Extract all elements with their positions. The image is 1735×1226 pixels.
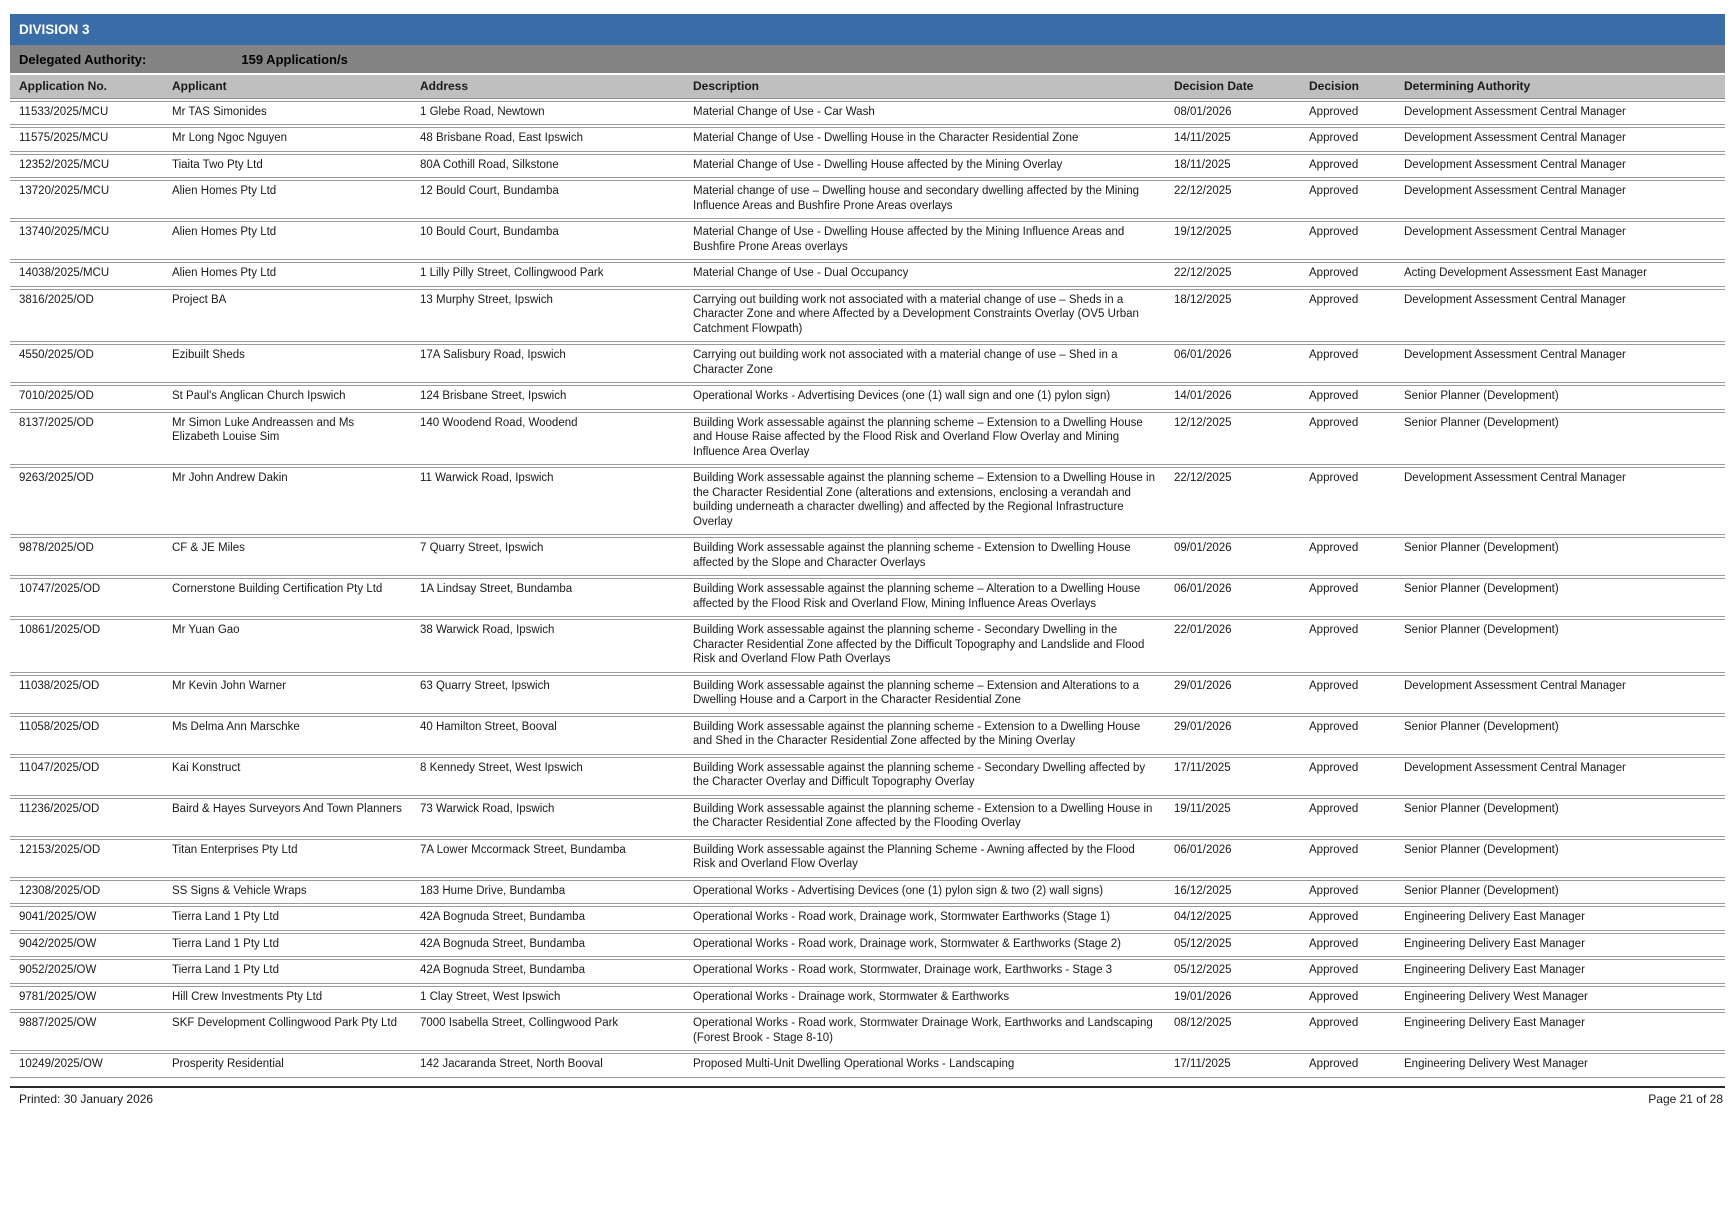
cell-applicant: Mr Simon Luke Andreassen and Ms Elizabeth Louise Sim <box>163 412 411 466</box>
table-row <box>10 839 1725 878</box>
cell-decision-date: 06/01/2026 <box>1165 578 1300 617</box>
cell-decision: Approved <box>1300 412 1395 466</box>
cell-decision-date: 08/12/2025 <box>1165 1012 1300 1051</box>
cell-address: 11 Warwick Road, Ipswich <box>411 467 684 535</box>
cell-decision: Approved <box>1300 578 1395 617</box>
division-header-bar <box>10 14 1725 45</box>
cell-description: Building Work assessable against the planning scheme - Extension to a Dwelling House in the Character Residential Zone affected by the Flooding Overlay <box>684 798 1165 837</box>
cell-decision-date: 22/12/2025 <box>1165 180 1300 219</box>
cell-decision: Approved <box>1300 154 1395 179</box>
table-row <box>10 906 1725 931</box>
table-row <box>10 180 1725 219</box>
cell-decision-date: 04/12/2025 <box>1165 906 1300 931</box>
cell-applicant: Project BA <box>163 289 411 343</box>
cell-address: 48 Brisbane Road, East Ipswich <box>411 127 684 152</box>
cell-determining-authority: Senior Planner (Development) <box>1395 716 1725 755</box>
cell-address: 7A Lower Mccormack Street, Bundamba <box>411 839 684 878</box>
page-number: Page 21 of 28 <box>1648 1091 1723 1106</box>
cell-address: 7 Quarry Street, Ipswich <box>411 537 684 576</box>
cell-decision: Approved <box>1300 1012 1395 1051</box>
cell-applicant: Tierra Land 1 Pty Ltd <box>163 906 411 931</box>
cell-application-no: 10861/2025/OD <box>10 619 163 673</box>
cell-description: Carrying out building work not associated with a material change of use – Sheds in a Character Zone and where Affected by a Development Constraints Overlay (OV5 Urban Catchment Flowpath) <box>684 289 1165 343</box>
cell-decision-date: 05/12/2025 <box>1165 959 1300 984</box>
applications-count: 159 Application/s <box>241 51 348 67</box>
cell-decision: Approved <box>1300 385 1395 410</box>
cell-application-no: 11236/2025/OD <box>10 798 163 837</box>
cell-decision-date: 29/01/2026 <box>1165 716 1300 755</box>
cell-applicant: Mr John Andrew Dakin <box>163 467 411 535</box>
cell-determining-authority: Engineering Delivery West Manager <box>1395 986 1725 1011</box>
cell-decision-date: 18/12/2025 <box>1165 289 1300 343</box>
cell-address: 7000 Isabella Street, Collingwood Park <box>411 1012 684 1051</box>
cell-applicant: Tierra Land 1 Pty Ltd <box>163 959 411 984</box>
cell-description: Operational Works - Advertising Devices (one (1) pylon sign & two (2) wall signs) <box>684 880 1165 905</box>
cell-description: Material Change of Use - Dwelling House affected by the Mining Influence Areas and Bushfire Prone Areas overlays <box>684 221 1165 260</box>
cell-decision: Approved <box>1300 906 1395 931</box>
cell-application-no: 11047/2025/OD <box>10 757 163 796</box>
cell-description: Building Work assessable against the planning scheme – Extension to a Dwelling House in the Character Residential Zone (alterations and extensions, enclosing a verandah and building underneath a character dwelling) and affected by the Regional Infrastructure Overlay <box>684 467 1165 535</box>
cell-applicant: Alien Homes Pty Ltd <box>163 180 411 219</box>
cell-determining-authority: Development Assessment Central Manager <box>1395 757 1725 796</box>
table-row <box>10 154 1725 179</box>
cell-address: 12 Bould Court, Bundamba <box>411 180 684 219</box>
cell-decision-date: 22/01/2026 <box>1165 619 1300 673</box>
cell-decision: Approved <box>1300 619 1395 673</box>
cell-description: Carrying out building work not associated with a material change of use – Shed in a Character Zone <box>684 344 1165 383</box>
cell-application-no: 12352/2025/MCU <box>10 154 163 179</box>
cell-description: Material Change of Use - Car Wash <box>684 101 1165 126</box>
cell-decision: Approved <box>1300 798 1395 837</box>
cell-decision-date: 16/12/2025 <box>1165 880 1300 905</box>
cell-determining-authority: Development Assessment Central Manager <box>1395 289 1725 343</box>
cell-determining-authority: Senior Planner (Development) <box>1395 412 1725 466</box>
cell-decision: Approved <box>1300 221 1395 260</box>
cell-determining-authority: Senior Planner (Development) <box>1395 880 1725 905</box>
cell-applicant: Titan Enterprises Pty Ltd <box>163 839 411 878</box>
cell-decision-date: 17/11/2025 <box>1165 1053 1300 1078</box>
cell-decision: Approved <box>1300 716 1395 755</box>
cell-determining-authority: Acting Development Assessment East Manager <box>1395 262 1725 287</box>
cell-description: Building Work assessable against the planning scheme – Extension and Alterations to a Dwelling House and a Carport in the Character Residential Zone <box>684 675 1165 714</box>
table-header-row <box>10 75 1725 99</box>
cell-description: Operational Works - Advertising Devices (one (1) wall sign and one (1) pylon sign) <box>684 385 1165 410</box>
cell-determining-authority: Senior Planner (Development) <box>1395 537 1725 576</box>
cell-determining-authority: Engineering Delivery East Manager <box>1395 1012 1725 1051</box>
cell-determining-authority: Senior Planner (Development) <box>1395 619 1725 673</box>
cell-description: Building Work assessable against the planning scheme - Extension to Dwelling House affected by the Slope and Character Overlays <box>684 537 1165 576</box>
cell-determining-authority: Senior Planner (Development) <box>1395 385 1725 410</box>
cell-application-no: 9781/2025/OW <box>10 986 163 1011</box>
cell-determining-authority: Development Assessment Central Manager <box>1395 221 1725 260</box>
cell-decision: Approved <box>1300 289 1395 343</box>
cell-address: 38 Warwick Road, Ipswich <box>411 619 684 673</box>
cell-applicant: Tiaita Two Pty Ltd <box>163 154 411 179</box>
cell-applicant: CF & JE Miles <box>163 537 411 576</box>
cell-description: Operational Works - Drainage work, Stormwater & Earthworks <box>684 986 1165 1011</box>
cell-applicant: Ezibuilt Sheds <box>163 344 411 383</box>
table-row <box>10 1012 1725 1051</box>
table-row <box>10 880 1725 905</box>
cell-application-no: 12308/2025/OD <box>10 880 163 905</box>
table-row <box>10 221 1725 260</box>
cell-applicant: Cornerstone Building Certification Pty Ltd <box>163 578 411 617</box>
cell-decision: Approved <box>1300 180 1395 219</box>
cell-application-no: 9052/2025/OW <box>10 959 163 984</box>
cell-decision: Approved <box>1300 933 1395 958</box>
cell-determining-authority: Senior Planner (Development) <box>1395 839 1725 878</box>
cell-determining-authority: Development Assessment Central Manager <box>1395 154 1725 179</box>
cell-application-no: 13720/2025/MCU <box>10 180 163 219</box>
table-row <box>10 289 1725 343</box>
cell-applicant: Mr Long Ngoc Nguyen <box>163 127 411 152</box>
cell-address: 124 Brisbane Street, Ipswich <box>411 385 684 410</box>
cell-determining-authority: Engineering Delivery East Manager <box>1395 906 1725 931</box>
table-row <box>10 262 1725 287</box>
cell-decision-date: 19/11/2025 <box>1165 798 1300 837</box>
cell-decision-date: 17/11/2025 <box>1165 757 1300 796</box>
cell-address: 73 Warwick Road, Ipswich <box>411 798 684 837</box>
division-title: DIVISION 3 <box>19 22 90 37</box>
cell-application-no: 3816/2025/OD <box>10 289 163 343</box>
cell-address: 1A Lindsay Street, Bundamba <box>411 578 684 617</box>
column-header-application-no: Application No. <box>10 75 163 99</box>
cell-description: Material Change of Use - Dwelling House in the Character Residential Zone <box>684 127 1165 152</box>
cell-determining-authority: Development Assessment Central Manager <box>1395 180 1725 219</box>
cell-applicant: St Paul's Anglican Church Ipswich <box>163 385 411 410</box>
cell-determining-authority: Engineering Delivery West Manager <box>1395 1053 1725 1078</box>
cell-description: Operational Works - Road work, Drainage work, Stormwater Earthworks (Stage 1) <box>684 906 1165 931</box>
cell-application-no: 11575/2025/MCU <box>10 127 163 152</box>
cell-description: Operational Works - Road work, Stormwater, Drainage work, Earthworks - Stage 3 <box>684 959 1165 984</box>
cell-decision-date: 22/12/2025 <box>1165 467 1300 535</box>
cell-description: Proposed Multi-Unit Dwelling Operational Works - Landscaping <box>684 1053 1165 1078</box>
table-row <box>10 385 1725 410</box>
cell-decision: Approved <box>1300 344 1395 383</box>
cell-address: 142 Jacaranda Street, North Booval <box>411 1053 684 1078</box>
cell-decision-date: 08/01/2026 <box>1165 101 1300 126</box>
delegated-authority-band <box>10 45 1725 73</box>
cell-application-no: 4550/2025/OD <box>10 344 163 383</box>
table-row <box>10 798 1725 837</box>
column-header-decision-date: Decision Date <box>1165 75 1300 99</box>
cell-address: 80A Cothill Road, Silkstone <box>411 154 684 179</box>
table-row <box>10 716 1725 755</box>
cell-applicant: Hill Crew Investments Pty Ltd <box>163 986 411 1011</box>
cell-description: Building Work assessable against the planning scheme - Extension to a Dwelling House and Shed in the Character Residential Zone affected by the Mining Overlay <box>684 716 1165 755</box>
cell-description: Building Work assessable against the planning scheme – Extension to a Dwelling House and House Raise affected by the Flood Risk and Overland Flow Overlay and Mining Influence Area Overlay <box>684 412 1165 466</box>
cell-address: 140 Woodend Road, Woodend <box>411 412 684 466</box>
cell-application-no: 7010/2025/OD <box>10 385 163 410</box>
cell-applicant: Kai Konstruct <box>163 757 411 796</box>
cell-decision-date: 29/01/2026 <box>1165 675 1300 714</box>
cell-address: 1 Lilly Pilly Street, Collingwood Park <box>411 262 684 287</box>
cell-application-no: 9263/2025/OD <box>10 467 163 535</box>
cell-applicant: SS Signs & Vehicle Wraps <box>163 880 411 905</box>
cell-application-no: 10249/2025/OW <box>10 1053 163 1078</box>
cell-decision: Approved <box>1300 127 1395 152</box>
table-body <box>10 101 1725 1078</box>
table-row <box>10 675 1725 714</box>
cell-decision-date: 14/01/2026 <box>1165 385 1300 410</box>
table-row <box>10 412 1725 466</box>
cell-description: Building Work assessable against the planning scheme – Alteration to a Dwelling House affected by the Flood Risk and Overland Flow, Mining Influence Areas Overlays <box>684 578 1165 617</box>
cell-decision-date: 14/11/2025 <box>1165 127 1300 152</box>
column-header-address: Address <box>411 75 684 99</box>
cell-decision: Approved <box>1300 1053 1395 1078</box>
cell-address: 10 Bould Court, Bundamba <box>411 221 684 260</box>
cell-decision: Approved <box>1300 537 1395 576</box>
cell-decision-date: 05/12/2025 <box>1165 933 1300 958</box>
cell-determining-authority: Development Assessment Central Manager <box>1395 675 1725 714</box>
cell-applicant: Mr TAS Simonides <box>163 101 411 126</box>
cell-application-no: 12153/2025/OD <box>10 839 163 878</box>
cell-application-no: 9887/2025/OW <box>10 1012 163 1051</box>
cell-determining-authority: Development Assessment Central Manager <box>1395 467 1725 535</box>
cell-applicant: Alien Homes Pty Ltd <box>163 221 411 260</box>
cell-decision-date: 19/12/2025 <box>1165 221 1300 260</box>
cell-determining-authority: Development Assessment Central Manager <box>1395 344 1725 383</box>
cell-application-no: 10747/2025/OD <box>10 578 163 617</box>
cell-address: 42A Bognuda Street, Bundamba <box>411 933 684 958</box>
cell-application-no: 9041/2025/OW <box>10 906 163 931</box>
cell-applicant: Baird & Hayes Surveyors And Town Planners <box>163 798 411 837</box>
cell-decision-date: 22/12/2025 <box>1165 262 1300 287</box>
table-row <box>10 933 1725 958</box>
cell-address: 13 Murphy Street, Ipswich <box>411 289 684 343</box>
cell-address: 42A Bognuda Street, Bundamba <box>411 959 684 984</box>
table-row <box>10 1053 1725 1078</box>
cell-decision-date: 06/01/2026 <box>1165 839 1300 878</box>
cell-decision: Approved <box>1300 880 1395 905</box>
cell-address: 40 Hamilton Street, Booval <box>411 716 684 755</box>
cell-address: 63 Quarry Street, Ipswich <box>411 675 684 714</box>
cell-application-no: 9042/2025/OW <box>10 933 163 958</box>
cell-decision-date: 06/01/2026 <box>1165 344 1300 383</box>
cell-description: Material Change of Use - Dwelling House affected by the Mining Overlay <box>684 154 1165 179</box>
cell-decision-date: 18/11/2025 <box>1165 154 1300 179</box>
cell-determining-authority: Engineering Delivery East Manager <box>1395 959 1725 984</box>
cell-application-no: 13740/2025/MCU <box>10 221 163 260</box>
cell-address: 183 Hume Drive, Bundamba <box>411 880 684 905</box>
cell-applicant: Tierra Land 1 Pty Ltd <box>163 933 411 958</box>
cell-decision: Approved <box>1300 467 1395 535</box>
page-footer <box>10 1088 1725 1106</box>
table-row <box>10 344 1725 383</box>
cell-applicant: Ms Delma Ann Marschke <box>163 716 411 755</box>
column-header-description: Description <box>684 75 1165 99</box>
cell-decision: Approved <box>1300 101 1395 126</box>
cell-application-no: 11038/2025/OD <box>10 675 163 714</box>
cell-determining-authority: Development Assessment Central Manager <box>1395 101 1725 126</box>
cell-decision-date: 19/01/2026 <box>1165 986 1300 1011</box>
cell-determining-authority: Senior Planner (Development) <box>1395 578 1725 617</box>
cell-applicant: Mr Yuan Gao <box>163 619 411 673</box>
cell-application-no: 8137/2025/OD <box>10 412 163 466</box>
cell-applicant: Prosperity Residential <box>163 1053 411 1078</box>
cell-application-no: 11058/2025/OD <box>10 716 163 755</box>
cell-address: 17A Salisbury Road, Ipswich <box>411 344 684 383</box>
table-row <box>10 537 1725 576</box>
cell-application-no: 11533/2025/MCU <box>10 101 163 126</box>
column-header-applicant: Applicant <box>163 75 411 99</box>
cell-applicant: Alien Homes Pty Ltd <box>163 262 411 287</box>
column-header-decision: Decision <box>1300 75 1395 99</box>
cell-decision: Approved <box>1300 986 1395 1011</box>
cell-determining-authority: Senior Planner (Development) <box>1395 798 1725 837</box>
cell-description: Building Work assessable against the planning scheme - Secondary Dwelling affected by the Character Overlay and Difficult Topography Overlay <box>684 757 1165 796</box>
table-row <box>10 986 1725 1011</box>
cell-description: Material change of use – Dwelling house and secondary dwelling affected by the Mining Influence Areas and Bushfire Prone Areas overlays <box>684 180 1165 219</box>
printed-date: Printed: 30 January 2026 <box>19 1091 154 1106</box>
cell-decision-date: 09/01/2026 <box>1165 537 1300 576</box>
cell-address: 1 Clay Street, West Ipswich <box>411 986 684 1011</box>
table-row <box>10 757 1725 796</box>
cell-description: Material Change of Use - Dual Occupancy <box>684 262 1165 287</box>
cell-address: 1 Glebe Road, Newtown <box>411 101 684 126</box>
cell-description: Building Work assessable against the planning scheme - Secondary Dwelling in the Character Residential Zone affected by the Difficult Topography and Landslide and Flood Risk and Overland Flow Path Overlays <box>684 619 1165 673</box>
cell-determining-authority: Engineering Delivery East Manager <box>1395 933 1725 958</box>
table-row <box>10 467 1725 535</box>
table-row <box>10 127 1725 152</box>
cell-address: 42A Bognuda Street, Bundamba <box>411 906 684 931</box>
table-row <box>10 578 1725 617</box>
cell-description: Operational Works - Road work, Drainage work, Stormwater & Earthworks (Stage 2) <box>684 933 1165 958</box>
cell-description: Operational Works - Road work, Stormwater Drainage Work, Earthworks and Landscaping (Forest Brook - Stage 8-10) <box>684 1012 1165 1051</box>
cell-application-no: 14038/2025/MCU <box>10 262 163 287</box>
cell-application-no: 9878/2025/OD <box>10 537 163 576</box>
table-row <box>10 959 1725 984</box>
cell-decision: Approved <box>1300 757 1395 796</box>
delegated-authority-label: Delegated Authority: <box>19 51 147 67</box>
cell-decision-date: 12/12/2025 <box>1165 412 1300 466</box>
cell-applicant: Mr Kevin John Warner <box>163 675 411 714</box>
column-header-determining-authority: Determining Authority <box>1395 75 1725 99</box>
cell-applicant: SKF Development Collingwood Park Pty Ltd <box>163 1012 411 1051</box>
cell-decision: Approved <box>1300 839 1395 878</box>
cell-decision: Approved <box>1300 262 1395 287</box>
cell-description: Building Work assessable against the Planning Scheme - Awning affected by the Flood Risk and Overland Flow Overlay <box>684 839 1165 878</box>
cell-determining-authority: Development Assessment Central Manager <box>1395 127 1725 152</box>
table-row <box>10 619 1725 673</box>
table-row <box>10 101 1725 126</box>
cell-decision: Approved <box>1300 675 1395 714</box>
applications-table <box>10 73 1725 1080</box>
cell-decision: Approved <box>1300 959 1395 984</box>
cell-address: 8 Kennedy Street, West Ipswich <box>411 757 684 796</box>
